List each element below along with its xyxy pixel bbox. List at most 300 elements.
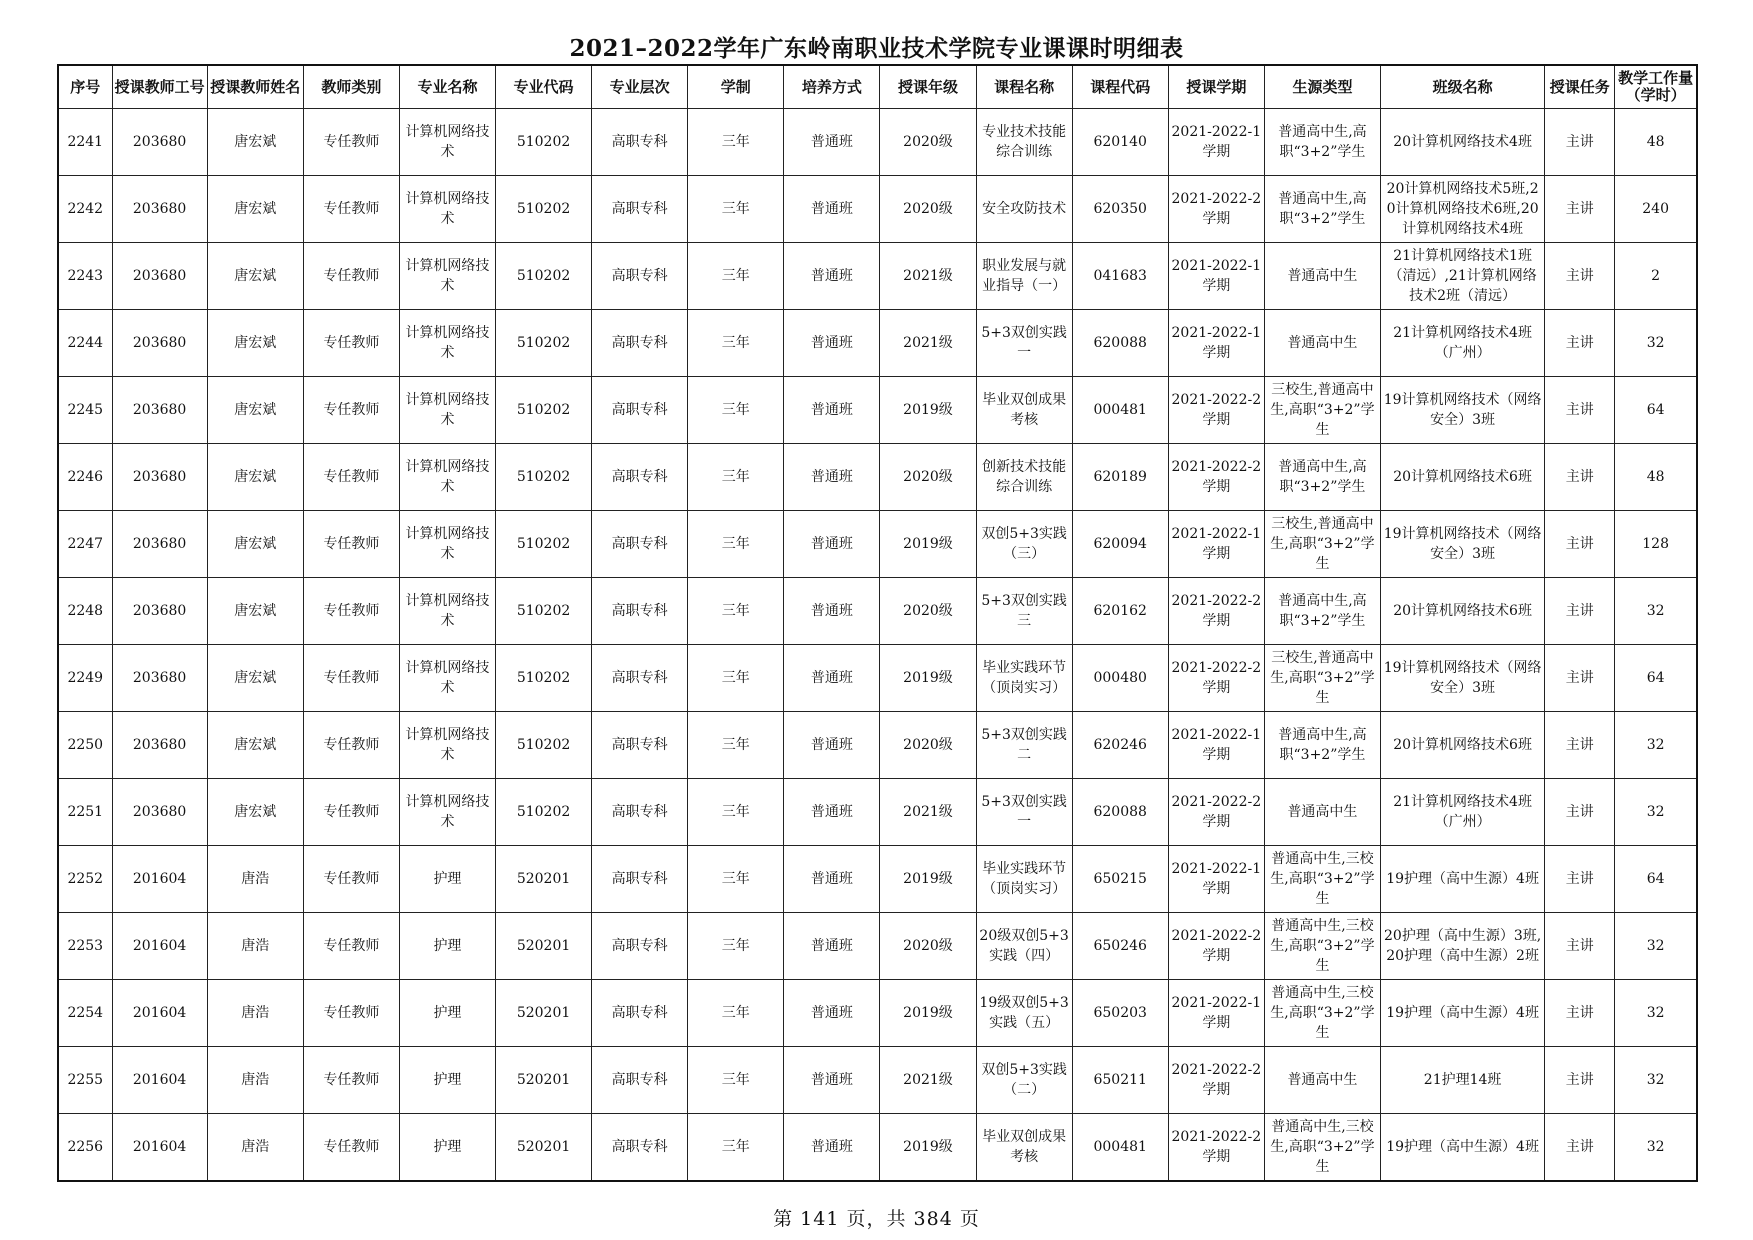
column-header: 授课教师工号 — [112, 65, 207, 109]
table-cell — [688, 176, 784, 243]
cell-text: 201604 — [132, 871, 187, 887]
table-cell — [688, 243, 784, 310]
table-cell — [1545, 846, 1615, 913]
table-cell — [112, 444, 207, 511]
table-cell — [784, 109, 880, 176]
table-cell — [1072, 779, 1168, 846]
cell-text: 2255 — [67, 1072, 104, 1088]
table-cell — [976, 846, 1072, 913]
cell-text: 203680 — [132, 670, 187, 686]
table-cell — [1545, 712, 1615, 779]
table-cell — [1264, 444, 1380, 511]
cell-text: 2019级 — [903, 536, 953, 552]
table-cell — [496, 779, 592, 846]
table-row — [58, 578, 1697, 645]
cell-text: 专任教师 — [323, 536, 380, 552]
cell-text: 620350 — [1093, 201, 1147, 217]
table-cell — [399, 980, 495, 1047]
cell-text: 5+3双创实践一 — [981, 325, 1067, 361]
table-row — [58, 377, 1697, 444]
cell-text: 2245 — [67, 402, 104, 418]
cell-text: 高职专科 — [611, 469, 668, 485]
table-row — [58, 176, 1697, 243]
table-cell — [1072, 377, 1168, 444]
table-cell — [112, 645, 207, 712]
table-cell — [1615, 913, 1697, 980]
cell-text: 普通班 — [810, 402, 853, 418]
table-cell — [1264, 377, 1380, 444]
cell-text: 三校生,普通高中生,高职“3+2”学生 — [1270, 650, 1375, 706]
cell-text: 专任教师 — [323, 804, 380, 820]
table-cell — [496, 511, 592, 578]
cell-text: 专任教师 — [323, 1005, 380, 1021]
cell-text: 主讲 — [1565, 268, 1594, 284]
cell-text: 计算机网络技术 — [405, 727, 490, 763]
cell-text: 21计算机网络技术4班（广州） — [1393, 325, 1532, 361]
cell-text: 专业技术技能综合训练 — [982, 124, 1067, 160]
cell-text: 普通高中生,高职“3+2”学生 — [1278, 124, 1367, 160]
cell-text: 三年 — [721, 670, 750, 686]
column-header: 学制 — [688, 65, 784, 109]
table-cell — [496, 310, 592, 377]
table-cell — [1545, 377, 1615, 444]
cell-text: 201604 — [132, 1005, 187, 1021]
cell-text: 19护理（高中生源）4班 — [1386, 1139, 1539, 1155]
table-cell — [688, 779, 784, 846]
cell-text: 唐宏斌 — [234, 201, 277, 217]
table-cell — [1168, 645, 1264, 712]
cell-text: 三年 — [721, 134, 750, 150]
table-cell — [592, 913, 688, 980]
table-cell — [784, 1114, 880, 1182]
table-cell — [1264, 645, 1380, 712]
cell-text: 主讲 — [1565, 1139, 1594, 1155]
cell-text: 32 — [1646, 1005, 1665, 1021]
table-cell — [592, 779, 688, 846]
cell-text: 2021级 — [903, 268, 953, 284]
cell-text: 520201 — [516, 938, 571, 954]
cell-text: 2020级 — [903, 938, 953, 954]
table-cell — [1381, 578, 1545, 645]
cell-text: 510202 — [516, 335, 571, 351]
table-cell — [688, 511, 784, 578]
table-cell — [1168, 377, 1264, 444]
cell-text: 普通班 — [810, 737, 853, 753]
cell-text: 高职专科 — [611, 871, 668, 887]
cell-text: 20计算机网络技术6班 — [1393, 737, 1532, 753]
cell-text: 毕业实践环节（顶岗实习） — [982, 861, 1067, 897]
cell-text: 19护理（高中生源）4班 — [1386, 1005, 1539, 1021]
column-header: 专业代码 — [496, 65, 592, 109]
table-cell — [592, 243, 688, 310]
cell-text: 2244 — [67, 335, 104, 351]
table-cell — [592, 578, 688, 645]
table-cell — [1615, 645, 1697, 712]
cell-text: 三年 — [721, 1139, 750, 1155]
cell-text: 三年 — [721, 737, 750, 753]
cell-text: 主讲 — [1565, 670, 1594, 686]
cell-text: 专任教师 — [323, 670, 380, 686]
cell-text: 计算机网络技术 — [405, 660, 490, 696]
table-cell — [1381, 645, 1545, 712]
table-cell — [688, 109, 784, 176]
table-cell — [1168, 176, 1264, 243]
table-cell — [58, 645, 112, 712]
cell-text: 计算机网络技术 — [405, 325, 490, 361]
cell-text: 普通高中生,三校生,高职“3+2”学生 — [1270, 985, 1375, 1041]
table-cell — [399, 444, 495, 511]
table-cell — [976, 712, 1072, 779]
table-cell — [1545, 243, 1615, 310]
cell-text: 000481 — [1093, 402, 1147, 418]
table-cell — [496, 578, 592, 645]
cell-text: 普通高中生 — [1287, 335, 1358, 351]
cell-text: 普通班 — [810, 1139, 853, 1155]
cell-text: 计算机网络技术 — [405, 593, 490, 629]
cell-text: 2250 — [67, 737, 104, 753]
cell-text: 203680 — [132, 134, 187, 150]
cell-text: 2020级 — [903, 737, 953, 753]
cell-text: 普通班 — [810, 268, 853, 284]
table-header-row — [58, 65, 1697, 109]
table-cell — [58, 913, 112, 980]
cell-text: 护理 — [433, 1139, 462, 1155]
table-cell — [880, 444, 976, 511]
cell-text: 高职专科 — [611, 804, 668, 820]
table-cell — [592, 444, 688, 511]
cell-text: 2254 — [67, 1005, 104, 1021]
cell-text: 高职专科 — [611, 1072, 668, 1088]
table-cell — [880, 1047, 976, 1114]
column-header: 课程名称 — [976, 65, 1072, 109]
cell-text: 000480 — [1093, 670, 1147, 686]
table-cell — [976, 310, 1072, 377]
table-cell — [399, 109, 495, 176]
cell-text: 5+3双创实践二 — [981, 727, 1067, 763]
table-cell — [112, 176, 207, 243]
cell-text: 唐宏斌 — [234, 603, 277, 619]
table-cell — [976, 1047, 1072, 1114]
cell-text: 普通高中生,高职“3+2”学生 — [1278, 727, 1367, 763]
table-cell — [399, 377, 495, 444]
cell-text: 主讲 — [1565, 603, 1594, 619]
cell-text: 20计算机网络技术6班 — [1393, 603, 1532, 619]
cell-text: 普通高中生,高职“3+2”学生 — [1278, 459, 1367, 495]
table-cell — [1264, 980, 1380, 1047]
cell-text: 高职专科 — [611, 402, 668, 418]
table-cell — [976, 645, 1072, 712]
cell-text: 唐浩 — [241, 1005, 270, 1021]
table-cell — [1264, 511, 1380, 578]
table-cell — [303, 1047, 399, 1114]
cell-text: 2021级 — [903, 804, 953, 820]
table-cell — [1168, 980, 1264, 1047]
cell-text: 2021-2022-1学期 — [1171, 861, 1262, 897]
cell-text: 32 — [1646, 804, 1665, 820]
cell-text: 三年 — [721, 402, 750, 418]
column-header: 班级名称 — [1381, 65, 1545, 109]
cell-text: 三年 — [721, 268, 750, 284]
table-cell — [1615, 109, 1697, 176]
table-row — [58, 712, 1697, 779]
cell-text: 2021级 — [903, 1072, 953, 1088]
cell-text: 普通高中生,三校生,高职“3+2”学生 — [1270, 851, 1375, 907]
table-cell — [303, 109, 399, 176]
table-cell — [976, 1114, 1072, 1182]
table-cell — [207, 511, 303, 578]
table-cell — [784, 779, 880, 846]
table-cell — [303, 377, 399, 444]
cell-text: 高职专科 — [611, 335, 668, 351]
table-cell — [1615, 310, 1697, 377]
table-cell — [496, 377, 592, 444]
cell-text: 21计算机网络技术4班（广州） — [1393, 794, 1532, 830]
column-header: 培养方式 — [784, 65, 880, 109]
cell-text: 唐宏斌 — [234, 469, 277, 485]
cell-text: 双创5+3实践（二） — [981, 1062, 1067, 1098]
table-cell — [1072, 846, 1168, 913]
cell-text: 32 — [1646, 1072, 1665, 1088]
table-cell — [1072, 1114, 1168, 1182]
table-row — [58, 511, 1697, 578]
cell-text: 唐浩 — [241, 1072, 270, 1088]
table-cell — [207, 712, 303, 779]
cell-text: 2253 — [67, 938, 104, 954]
table-cell — [592, 1114, 688, 1182]
cell-text: 520201 — [516, 1072, 571, 1088]
table-cell — [112, 1047, 207, 1114]
cell-text: 高职专科 — [611, 536, 668, 552]
cell-text: 510202 — [516, 134, 571, 150]
cell-text: 普通高中生,高职“3+2”学生 — [1278, 593, 1367, 629]
cell-text: 510202 — [516, 469, 571, 485]
table-cell — [592, 712, 688, 779]
table-cell — [784, 444, 880, 511]
cell-text: 520201 — [516, 871, 571, 887]
table-cell — [1545, 578, 1615, 645]
cell-text: 唐宏斌 — [234, 670, 277, 686]
cell-text: 620140 — [1093, 134, 1147, 150]
table-cell — [1615, 846, 1697, 913]
cell-text: 专任教师 — [323, 134, 380, 150]
table-cell — [399, 243, 495, 310]
column-header: 授课年级 — [880, 65, 976, 109]
cell-text: 毕业实践环节（顶岗实习） — [982, 660, 1067, 696]
table-cell — [784, 243, 880, 310]
table-row — [58, 645, 1697, 712]
table-cell — [58, 1114, 112, 1182]
table-row — [58, 846, 1697, 913]
table-cell — [58, 712, 112, 779]
cell-text: 32 — [1646, 335, 1665, 351]
cell-text: 普通班 — [810, 603, 853, 619]
cell-text: 专任教师 — [323, 402, 380, 418]
cell-text: 2021-2022-2学期 — [1171, 392, 1262, 428]
table-cell — [112, 846, 207, 913]
column-header: 教师类别 — [303, 65, 399, 109]
cell-text: 20计算机网络技术6班 — [1393, 469, 1532, 485]
table-cell — [880, 176, 976, 243]
cell-text: 2021-2022-2学期 — [1171, 1062, 1262, 1098]
table-cell — [592, 1047, 688, 1114]
table-cell — [399, 913, 495, 980]
table-cell — [399, 1114, 495, 1182]
table-cell — [58, 109, 112, 176]
cell-text: 三年 — [721, 1005, 750, 1021]
cell-text: 650211 — [1093, 1072, 1147, 1088]
column-header: 课程代码 — [1072, 65, 1168, 109]
cell-text: 唐浩 — [241, 871, 270, 887]
table-cell — [58, 176, 112, 243]
table-cell — [303, 1114, 399, 1182]
cell-text: 普通班 — [810, 804, 853, 820]
cell-text: 620088 — [1093, 335, 1147, 351]
table-cell — [784, 645, 880, 712]
cell-text: 唐宏斌 — [234, 737, 277, 753]
cell-text: 普通班 — [810, 1072, 853, 1088]
cell-text: 计算机网络技术 — [405, 392, 490, 428]
table-row — [58, 109, 1697, 176]
cell-text: 护理 — [433, 1072, 462, 1088]
table-cell — [1168, 913, 1264, 980]
cell-text: 普通班 — [810, 134, 853, 150]
cell-text: 19计算机网络技术（网络安全）3班 — [1383, 526, 1542, 562]
table-cell — [880, 712, 976, 779]
table-cell — [207, 444, 303, 511]
table-cell — [399, 310, 495, 377]
table-cell — [1545, 444, 1615, 511]
cell-text: 主讲 — [1565, 335, 1594, 351]
cell-text: 2019级 — [903, 1139, 953, 1155]
cell-text: 2019级 — [903, 1005, 953, 1021]
cell-text: 510202 — [516, 737, 571, 753]
table-cell — [880, 645, 976, 712]
cell-text: 2020级 — [903, 134, 953, 150]
table-cell — [303, 645, 399, 712]
cell-text: 203680 — [132, 469, 187, 485]
cell-text: 普通班 — [810, 871, 853, 887]
table-cell — [880, 1114, 976, 1182]
table-cell — [688, 712, 784, 779]
cell-text: 201604 — [132, 1072, 187, 1088]
table-cell — [496, 913, 592, 980]
cell-text: 三校生,普通高中生,高职“3+2”学生 — [1270, 382, 1375, 438]
table-cell — [880, 511, 976, 578]
table-cell — [1381, 444, 1545, 511]
column-header: 专业层次 — [592, 65, 688, 109]
cell-text: 高职专科 — [611, 1005, 668, 1021]
table-cell — [58, 846, 112, 913]
cell-text: 计算机网络技术 — [405, 459, 490, 495]
table-cell — [1168, 444, 1264, 511]
table-cell — [496, 109, 592, 176]
cell-text: 普通高中生 — [1287, 804, 1358, 820]
table-cell — [1381, 712, 1545, 779]
table-cell — [112, 913, 207, 980]
cell-text: 唐宏斌 — [234, 804, 277, 820]
table-row — [58, 913, 1697, 980]
table-cell — [1381, 511, 1545, 578]
table-cell — [688, 980, 784, 1047]
table-cell — [880, 109, 976, 176]
table-cell — [976, 109, 1072, 176]
cell-text: 三年 — [721, 335, 750, 351]
table-cell — [1381, 176, 1545, 243]
cell-text: 20级双创5+3实践（四） — [979, 928, 1069, 964]
cell-text: 护理 — [433, 1005, 462, 1021]
cell-text: 64 — [1646, 402, 1665, 418]
table-row — [58, 1114, 1697, 1182]
table-cell — [1168, 779, 1264, 846]
table-cell — [58, 779, 112, 846]
cell-text: 双创5+3实践（三） — [981, 526, 1067, 562]
cell-text: 2019级 — [903, 871, 953, 887]
cell-text: 2020级 — [903, 469, 953, 485]
table-cell — [976, 578, 1072, 645]
table-row — [58, 310, 1697, 377]
cell-text: 2243 — [67, 268, 104, 284]
table-cell — [1264, 243, 1380, 310]
cell-text: 2021-2022-2学期 — [1171, 794, 1262, 830]
table-cell — [688, 1114, 784, 1182]
cell-text: 2019级 — [903, 402, 953, 418]
table-cell — [207, 779, 303, 846]
column-header: 教学工作量（学时） — [1615, 65, 1697, 109]
cell-text: 2247 — [67, 536, 104, 552]
column-header: 授课教师姓名 — [207, 65, 303, 109]
table-cell — [303, 444, 399, 511]
table-cell — [976, 243, 1072, 310]
page-title: 2021–2022学年广东岭南职业技术学院专业课课时明细表 — [569, 35, 1184, 62]
cell-text: 203680 — [132, 268, 187, 284]
cell-text: 计算机网络技术 — [405, 794, 490, 830]
cell-text: 620088 — [1093, 804, 1147, 820]
cell-text: 主讲 — [1565, 737, 1594, 753]
table-cell — [880, 310, 976, 377]
cell-text: 203680 — [132, 737, 187, 753]
cell-text: 普通班 — [810, 670, 853, 686]
table-cell — [58, 1047, 112, 1114]
cell-text: 三年 — [721, 1072, 750, 1088]
table-cell — [1381, 243, 1545, 310]
cell-text: 普通高中生,高职“3+2”学生 — [1278, 191, 1367, 227]
table-cell — [1264, 310, 1380, 377]
table-cell — [1615, 578, 1697, 645]
cell-text: 650203 — [1093, 1005, 1147, 1021]
table-cell — [1264, 779, 1380, 846]
table-cell — [1264, 578, 1380, 645]
table-cell — [1545, 645, 1615, 712]
table-cell — [784, 846, 880, 913]
table-cell — [1545, 779, 1615, 846]
table-cell — [399, 846, 495, 913]
cell-text: 48 — [1646, 469, 1665, 485]
cell-text: 唐浩 — [241, 938, 270, 954]
cell-text: 2020级 — [903, 201, 953, 217]
cell-text: 创新技术技能综合训练 — [982, 459, 1067, 495]
cell-text: 高职专科 — [611, 603, 668, 619]
table-cell — [784, 176, 880, 243]
cell-text: 620094 — [1093, 536, 1147, 552]
cell-text: 普通班 — [810, 469, 853, 485]
table-cell — [1381, 846, 1545, 913]
table-cell — [784, 980, 880, 1047]
column-header: 专业名称 — [399, 65, 495, 109]
cell-text: 32 — [1646, 1139, 1665, 1155]
table-cell — [592, 511, 688, 578]
cell-text: 高职专科 — [611, 134, 668, 150]
table-cell — [303, 980, 399, 1047]
